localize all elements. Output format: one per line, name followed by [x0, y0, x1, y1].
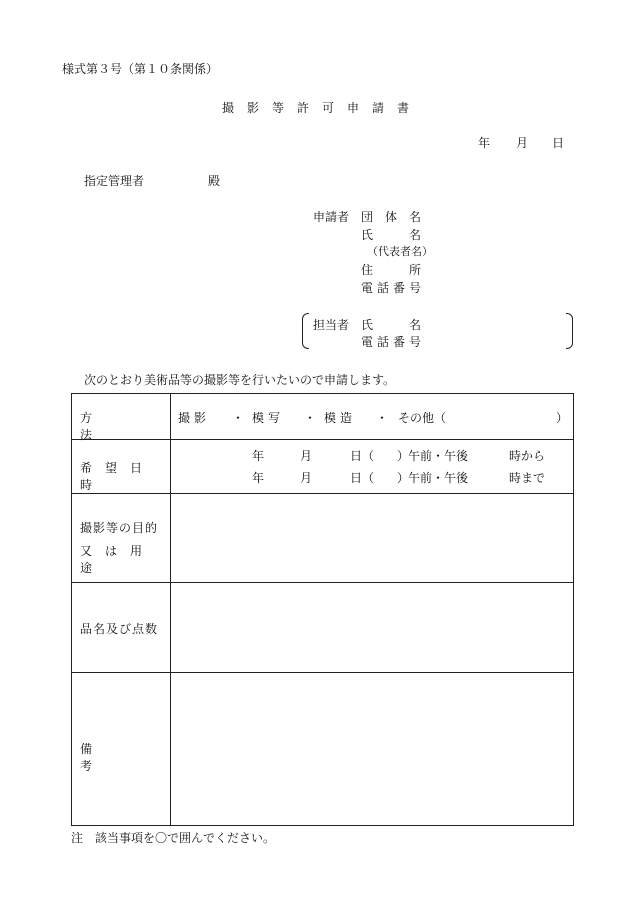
- form-title: 撮影等許可申請書: [222, 101, 423, 115]
- datetime-label-cell: [80, 459, 164, 493]
- applicant-phone: 電話番号: [361, 281, 426, 295]
- applicant-group: 団体名: [361, 210, 434, 224]
- dt2-close: ）: [397, 471, 410, 485]
- applicant-rep: （代表者名）: [367, 245, 433, 258]
- method-opt-copy: 模写: [252, 411, 285, 425]
- dt1-month: 月: [300, 449, 313, 463]
- applicant-label: 申請者: [313, 210, 350, 224]
- dt1-time: 時から: [509, 449, 546, 463]
- method-opt-photo: 撮影: [178, 411, 211, 425]
- method-opt-other: その他（: [398, 411, 447, 425]
- items-label: 品名及び点数: [80, 622, 159, 636]
- intro-text: 次のとおり美術品等の撮影等を行いたいので申請します。: [84, 373, 396, 387]
- row-items: [72, 582, 573, 673]
- contact-label: 担当者: [313, 318, 350, 332]
- form-number: 様式第３号（第１０条関係）: [62, 62, 219, 76]
- date-day: 日: [552, 136, 565, 150]
- dt1-ampm: 午前・午後: [408, 449, 469, 463]
- dt2-time: 時まで: [509, 471, 546, 485]
- applicant-name: [361, 226, 458, 243]
- application-table: [71, 393, 574, 826]
- purpose-label-2: 又は用途: [80, 544, 156, 575]
- dt2-ampm: 午前・午後: [408, 471, 469, 485]
- row-datetime: [72, 439, 573, 494]
- method-label-cell: [80, 409, 164, 443]
- remarks-label: 備考: [80, 742, 153, 773]
- dt2-month: 月: [300, 471, 313, 485]
- method-opt-replica: 模造: [324, 411, 357, 425]
- purpose-label-cell: [80, 519, 164, 576]
- method-label: 方法: [80, 411, 153, 442]
- footnote: 注 該当事項を〇で囲んでください。: [71, 831, 276, 845]
- dt2-year: 年: [252, 471, 265, 485]
- row-method: [72, 394, 573, 440]
- method-sep-1: ・: [232, 411, 245, 425]
- remarks-label-cell: [80, 740, 164, 774]
- purpose-label-1: 撮影等の目的: [80, 521, 159, 535]
- contact-name: 氏名: [361, 318, 458, 332]
- contact-bracket-right: [566, 313, 573, 349]
- applicant-name-text: 氏名: [361, 228, 458, 242]
- method-sep-2: ・: [304, 411, 317, 425]
- dt1-year: 年: [252, 449, 265, 463]
- dt1-close: ）: [397, 449, 410, 463]
- applicant-address: 住所: [361, 263, 458, 277]
- addressee-name: 指定管理者: [84, 174, 145, 188]
- dt1-day: 日（: [350, 449, 375, 463]
- contact-phone: 電話番号: [361, 335, 426, 349]
- row-remarks: [72, 672, 573, 825]
- datetime-label: 希望日時: [80, 461, 156, 492]
- dt2-day: 日（: [350, 471, 375, 485]
- method-sep-3: ・: [376, 411, 389, 425]
- items-label-cell: [80, 620, 164, 637]
- date-month: 月: [516, 136, 529, 150]
- date-year: 年: [478, 136, 491, 150]
- method-close-paren: ）: [556, 411, 569, 425]
- row-purpose: [72, 493, 573, 583]
- contact-bracket-left: [302, 313, 309, 349]
- addressee-honorific: 殿: [208, 174, 221, 188]
